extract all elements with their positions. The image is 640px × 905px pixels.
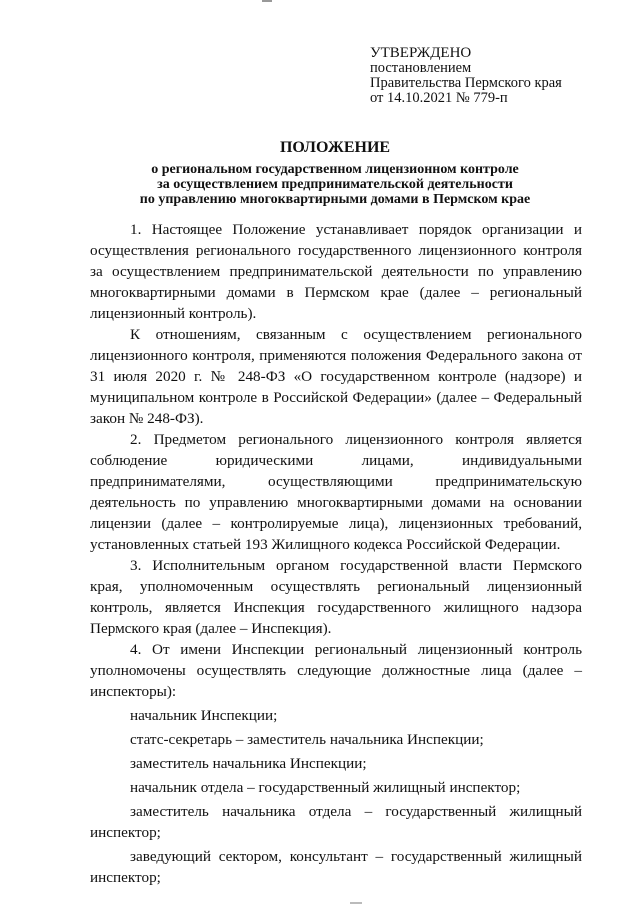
scan-artifact-bottom [350,902,362,904]
approval-stamp [370,46,562,106]
paragraph-1-cont: К отношениям, связанным с осуществлением регионального лицензионного контроля, применяются положения Федерального закона от 31 июля 2020 г. № 248-ФЗ «О государственном контроле (надзоре) и муниципальном контроле в Российской Федерации» (далее – Федеральный закон № 248-ФЗ). [90,326,582,427]
title-sub-1: о региональном государственном лицензионном контроле [151,162,519,177]
document-body [90,219,582,888]
paragraph-2: 2. Предметом регионального лицензионного контроля является соблюдение юридическими лицами, индивидуальными предпринимателями, осуществляющими предпринимательскую деятельность по управлению многоквартирными домами на основании лицензии (далее – контролируемые лица), лицензионных требований, установленных статьей 193 Жилищного кодекса Российской Федерации. [90,431,582,553]
title-main: ПОЛОЖЕНИЕ [279,139,391,156]
approval-heading: УТВЕРЖДЕНО [370,45,472,61]
title-sub-2: за осуществлением предпринимательской деятельности [157,177,513,192]
scan-artifact-top [262,0,272,2]
paragraph-4: 4. От имени Инспекции региональный лицензионный контроль уполномочены осуществлять следующие должностные лица (далее – инспекторы): [90,641,582,700]
inspector-list-item: начальник отдела – государственный жилищный инспектор; [130,779,521,796]
paragraph-1: 1. Настоящее Положение устанавливает порядок организации и осуществления регионального государственного лицензионного контроля за осуществлением предпринимательской деятельности по управлению многоквартирными домами в Пермском крае (далее – региональный лицензионный контроль). [90,221,582,322]
inspector-list-item: заместитель начальника Инспекции; [130,755,367,772]
approval-line-3: от 14.10.2021 № 779-п [370,90,508,106]
approval-line-2: Правительства Пермского края [370,75,562,91]
document-title [90,138,580,207]
inspector-list-item: статс-секретарь – заместитель начальника Инспекции; [130,731,484,748]
inspector-list-item: заведующий сектором, консультант – государственный жилищный инспектор; [90,848,582,886]
title-sub-3: по управлению многоквартирными домами в Пермском крае [139,192,531,207]
inspector-list-item: начальник Инспекции; [130,707,278,724]
approval-line-1: постановлением [370,60,472,76]
paragraph-3: 3. Исполнительным органом государственной власти Пермского края, уполномоченным осуществлять региональный лицензионный контроль, является Инспекция государственного жилищного надзора Пермского края (далее – Инспекция). [90,557,582,637]
inspector-list-item: заместитель начальника отдела – государственный жилищный инспектор; [90,803,582,841]
